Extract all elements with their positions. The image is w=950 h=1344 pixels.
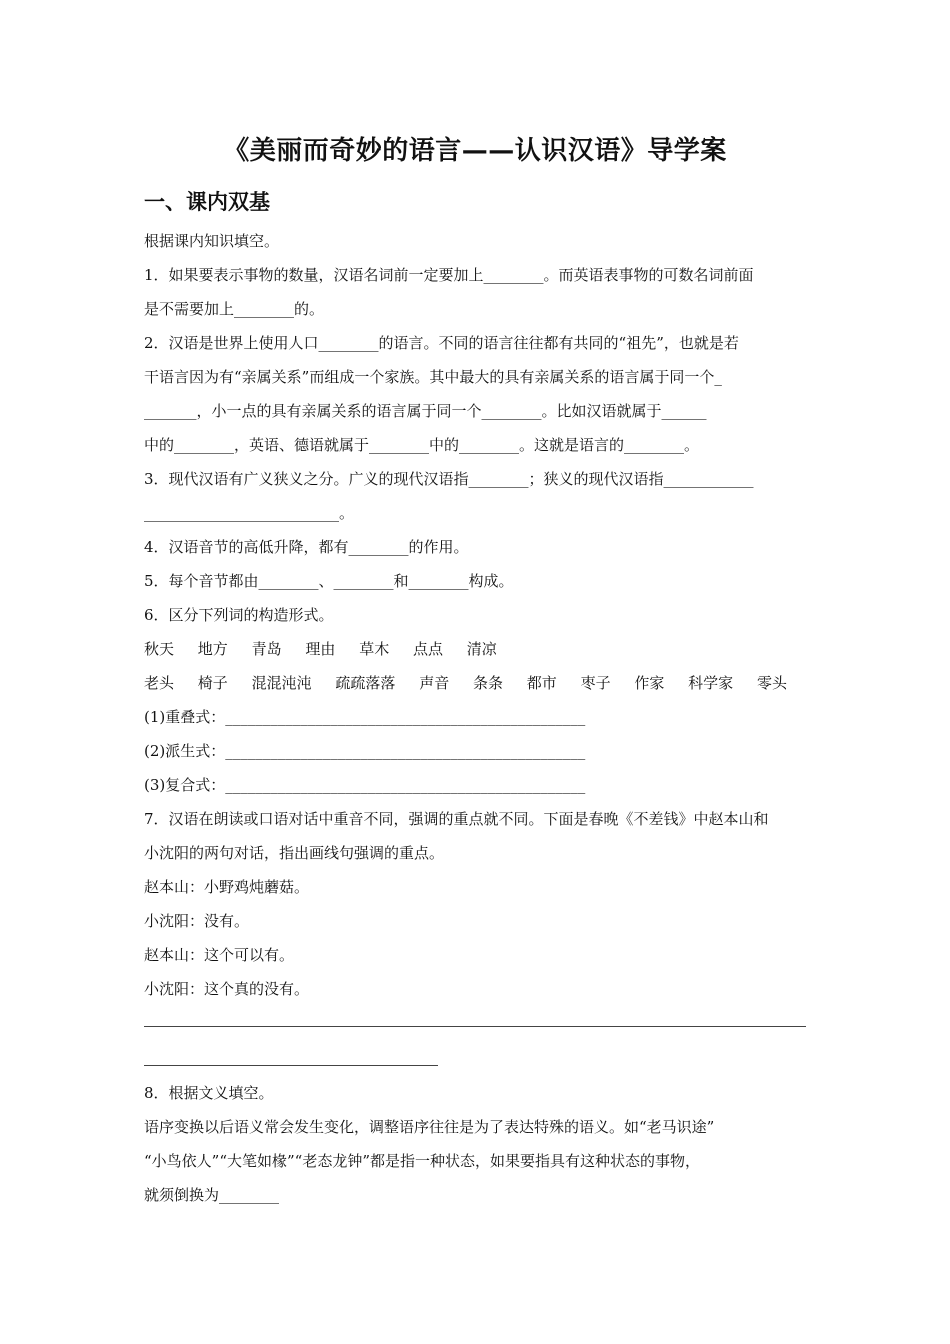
word-item: 都市 [526, 674, 557, 692]
word-item: 科学家 [688, 674, 734, 692]
answer-line-full [144, 1026, 806, 1027]
question-8-line-1: 语序变换以后语义常会发生变化，调整语序往往是为了表达特殊的语义。如“老马识途” [144, 1118, 715, 1136]
question-5: 5．每个音节都由________、________和________构成。 [144, 572, 514, 590]
question-2-line-3: _______，小一点的具有亲属关系的语言属于同一个________。比如汉语就属于______ [144, 402, 707, 420]
word-list-row-2 [144, 666, 808, 700]
question-2-line-2: 干语言因为有“亲属关系”而组成一个家族。其中最大的具有亲属关系的语言属于同一个_ [144, 368, 722, 386]
question-2-line-4: 中的________，英语、德语就属于________中的________。这就是语言的________。 [144, 436, 700, 454]
word-item: 地方 [197, 640, 228, 658]
word-item: 枣子 [580, 674, 611, 692]
document-title: 《美丽而奇妙的语言——认识汉语》导学案 [223, 136, 727, 166]
question-6-item-derivative: (2)派生式：________________________________________________ [144, 742, 586, 760]
word-item: 零头 [756, 674, 787, 692]
question-4: 4．汉语音节的高低升降，都有________的作用。 [144, 538, 469, 556]
word-item: 草木 [359, 640, 390, 658]
word-item: 老头 [144, 674, 175, 692]
word-item: 混混沌沌 [251, 674, 312, 692]
question-8-block [144, 1076, 808, 1212]
instruction-text: 根据课内知识填空。 [144, 232, 280, 250]
word-list-row-1 [144, 632, 808, 666]
question-6-item-compound: (3)复合式：________________________________________________ [144, 776, 586, 794]
question-2-line-1: 2．汉语是世界上使用人口________的语言。不同的语言往往都有共同的“祖先”，也就是若 [144, 334, 739, 352]
dialogue-line: 小沈阳：这个真的没有。 [144, 980, 310, 998]
section-heading: 一、课内双基 [144, 190, 270, 214]
question-6-prompt: 6．区分下列词的构造形式。 [144, 606, 334, 624]
answer-line-partial [144, 1065, 438, 1066]
word-item: 椅子 [197, 674, 228, 692]
word-item: 声音 [419, 674, 450, 692]
word-item: 秋天 [144, 640, 175, 658]
question-8-line-3: 就须倒换为________ [144, 1186, 280, 1204]
question-3-line-1: 3．现代汉语有广义狭义之分。广义的现代汉语指________；狭义的现代汉语指____________ [144, 470, 754, 488]
word-item: 作家 [634, 674, 665, 692]
question-7-line-2: 小沈阳的两句对话，指出画线句强调的重点。 [144, 844, 445, 862]
word-item: 疏疏落落 [335, 674, 396, 692]
question-8-line-2: “小鸟依人”“大笔如椽”“老态龙钟”都是指一种状态，如果要指具有这种状态的事物， [144, 1152, 701, 1170]
question-3-line-2: __________________________。 [144, 504, 355, 522]
word-item: 青岛 [251, 640, 282, 658]
dialogue-line: 赵本山：这个可以有。 [144, 946, 295, 964]
word-item: 点点 [412, 640, 443, 658]
dialogue-line: 小沈阳：没有。 [144, 912, 250, 930]
question-6-item-reduplicative: (1)重叠式：________________________________________________ [144, 708, 586, 726]
question-7-line-1: 7．汉语在朗读或口语对话中重音不同，强调的重点就不同。下面是春晚《不差钱》中赵本山和 [144, 810, 769, 828]
question-1-line-2: 是不需要加上________的。 [144, 300, 325, 318]
question-1-line-1: 1．如果要表示事物的数量，汉语名词前一定要加上________。而英语表事物的可数名词前面 [144, 266, 754, 284]
question-8-prompt: 8．根据文义填空。 [144, 1084, 274, 1102]
word-item: 清凉 [466, 640, 497, 658]
word-item: 条条 [472, 674, 503, 692]
dialogue-line: 赵本山：小野鸡炖蘑菇。 [144, 878, 310, 896]
word-item: 理由 [305, 640, 336, 658]
document-body [144, 224, 808, 1006]
